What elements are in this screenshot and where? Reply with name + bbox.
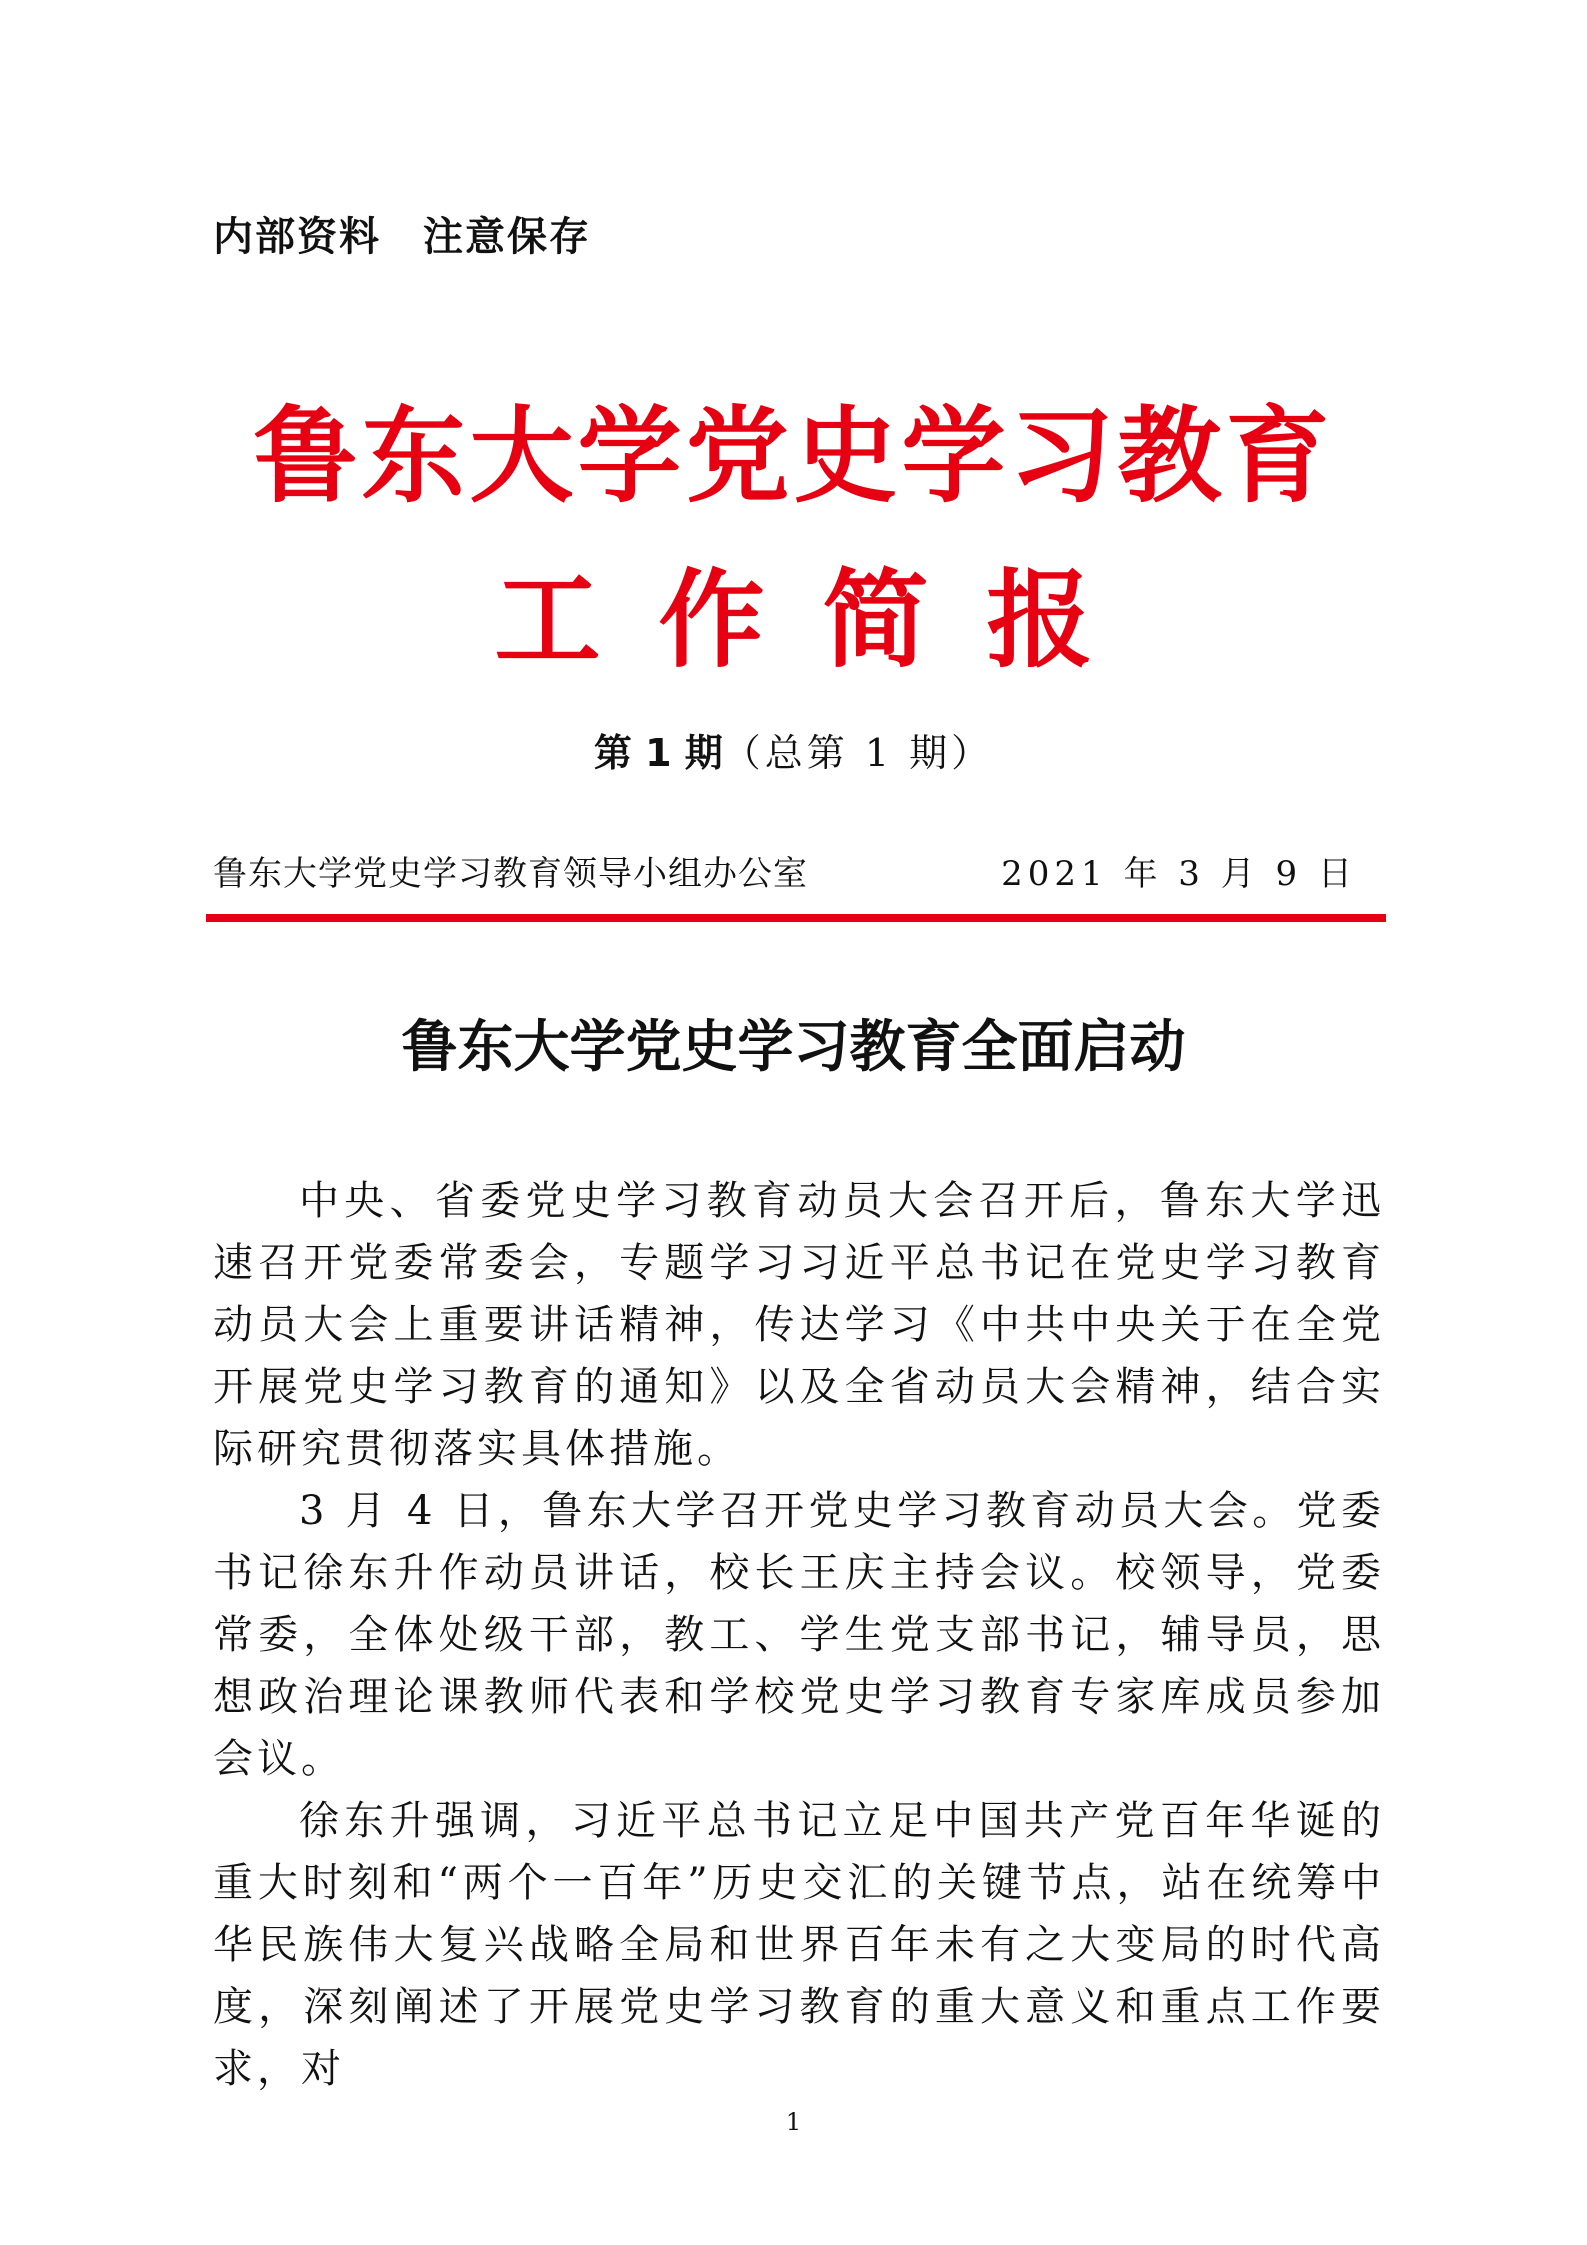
article-body <box>213 1170 1385 2100</box>
article-title: 鲁东大学党史学习教育全面启动 <box>401 1015 1186 1080</box>
paragraph: 3 月 4 日，鲁东大学召开党史学习教育动员大会。党委书记徐东升作动员讲话，校长王庆主持会议。校领导，党委常委，全体处级干部，教工、学生党支部书记，辅导员，思想政治理论课教师代表和学校党史学习教育专家库成员参加会议。 <box>213 1488 1385 1782</box>
issue-total: （总第 1 期） <box>722 731 994 775</box>
publish-date: 2021 年 3 月 9 日 <box>1001 854 1357 894</box>
issue-number <box>0 722 1587 777</box>
masthead-subtitle: 工作简报 <box>494 559 1151 682</box>
classification-keep: 注意保存 <box>423 214 591 260</box>
paragraph: 中央、省委党史学习教育动员大会召开后，鲁东大学迅速召开党委常委会，专题学习习近平总书记在党史学习教育动员大会上重要讲话精神，传达学习《中共中央关于在全党开展党史学习教育的通知》以及全省动员大会精神，结合实际研究贯彻落实具体措施。 <box>213 1178 1385 1472</box>
paragraph: 徐东升强调，习近平总书记立足中国共产党百年华诞的重大时刻和“两个一百年”历史交汇的关键节点，站在统筹中华民族伟大复兴战略全局和世界百年未有之大变局的时代高度，深刻阐述了开展党史学习教育的重大意义和重点工作要求，对 <box>213 1798 1385 2092</box>
classification-notice <box>213 205 591 262</box>
classification-internal: 内部资料 <box>213 214 381 260</box>
issue-main: 第 1 期 <box>593 731 723 775</box>
publisher-organization: 鲁东大学党史学习教育领导小组办公室 <box>213 854 808 894</box>
header-divider <box>206 914 1386 922</box>
page-number: 1 <box>785 2108 802 2136</box>
masthead-title: 鲁东大学党史学习教育 <box>253 395 1334 517</box>
